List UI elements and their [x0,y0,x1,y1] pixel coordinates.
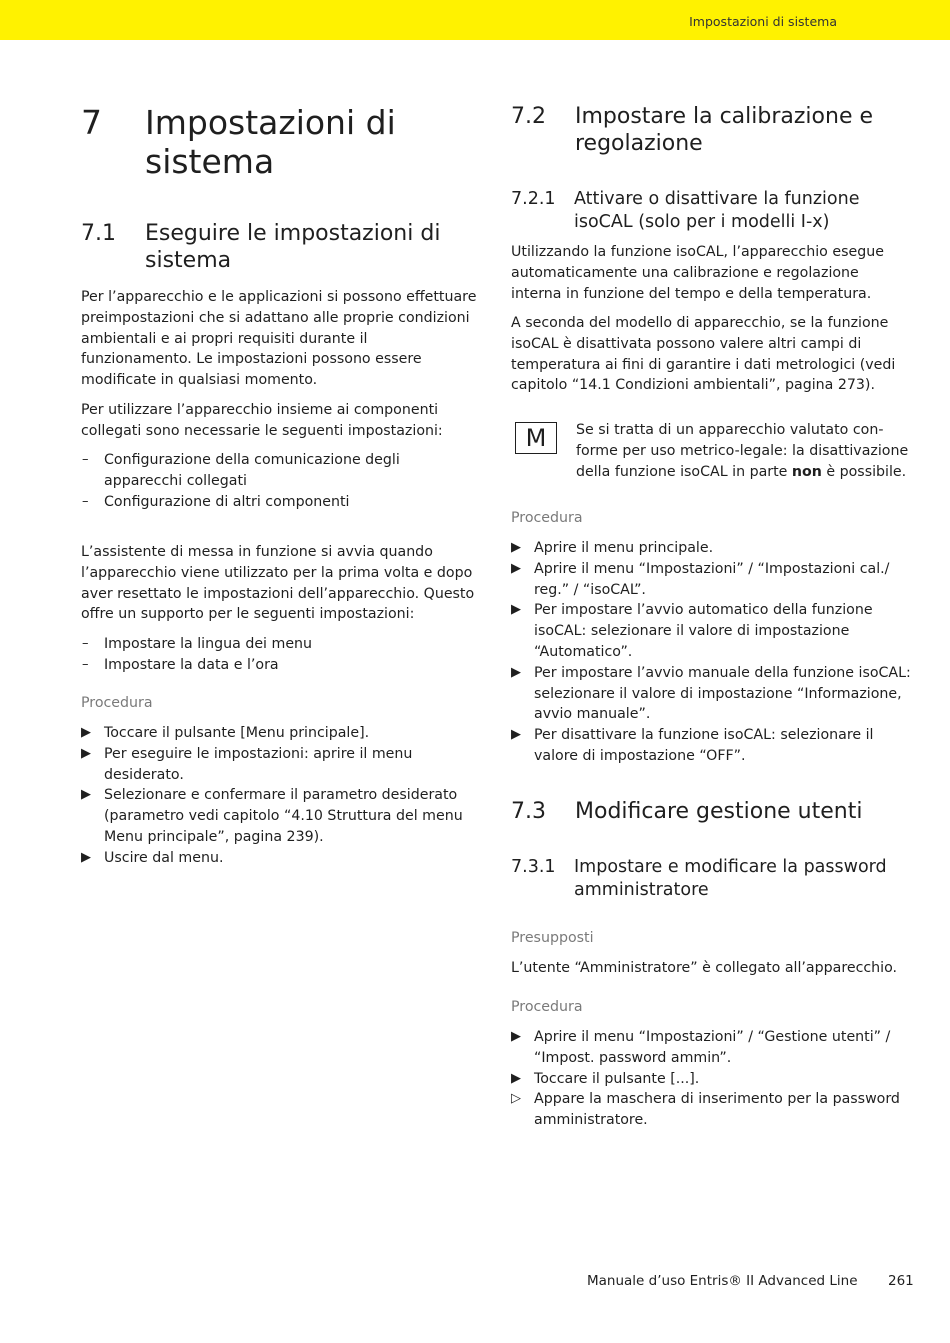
paragraph: Per l’apparecchio e le applicazioni si possono effettuare preimpostazioni che si adattano alle proprie condizioni ambientali e ai propri requisiti durante il funzionamento. Le impostazioni possono essere modificate in qualsiasi momento. [81,289,477,389]
procedure-label: Procedura [511,510,583,526]
procedure-steps [511,538,911,767]
arrow-right-icon: ▶ [511,727,521,743]
paragraph: Per utilizzare l’apparecchio insieme ai componenti collegati sono necessarie le seguenti impostazioni: [81,402,443,439]
arrow-right-icon: ▶ [511,1070,521,1086]
step-item: ▶ Per disattivare la funzione isoCAL: selezionare il valore di impostazione “OFF”. [511,727,874,764]
paragraph: Utilizzando la funzione isoCAL, l’apparecchio esegue automaticamente una calibrazione e regolazione interna in funzione del tempo e della temperatura. [511,244,884,302]
footer-title: Manuale d’uso Entris® II Advanced Line [587,1273,858,1289]
arrow-right-icon: ▶ [511,1029,521,1044]
arrow-right-icon: ▶ [81,849,91,865]
paragraph: L’utente “Amministratore” è collegato all’apparecchio. [511,960,898,976]
assistant-list [81,634,481,676]
list-item: – Impostare la lingua dei menu [82,636,313,652]
arrow-right-icon: ▶ [511,540,521,555]
step-item: ▶ Aprire il menu “Impostazioni” / “Gestione utenti” / “Impost. password ammin”. [511,1029,891,1066]
paragraph: L’assistente di messa in funzione si avvia quando l’apparecchio viene utilizzato per la prima volta e dopo aver resettato le impostazioni dell’apparecchio. Questo offre un supporto per le seguenti impostazioni: [81,544,475,623]
section-number: 7.1 [81,221,116,246]
prerequisites-label: Presupposti [511,930,594,946]
procedure-label: Procedura [81,695,153,711]
arrow-right-icon: ▶ [511,664,521,680]
subsection-number: 7.3.1 [511,857,556,877]
arrow-right-icon: ▶ [81,787,91,803]
subsection-title: Attivare o disattivare la funzione isoCAL (solo per i modelli I-x) [574,189,860,232]
step-item: ▶ Per impostare l’avvio manuale della funzione isoCAL: selezionare il valore di impostazione “Informazione, avvio manuale”. [511,664,911,723]
step-item: ▶ Aprire il menu principale. [511,538,911,559]
list-item: – Configurazione di altri componenti [82,493,350,510]
list-item: – Impostare la data e l’ora [82,656,279,673]
step-item: ▶ Per eseguire le impostazioni: aprire il menu desiderato. [81,745,413,783]
step-item: ▶ Toccare il pulsante [Menu principale]. [81,723,481,744]
subsection-number: 7.2.1 [511,189,556,209]
section-number: 7.3 [511,799,546,824]
metrology-note: Se si tratta di un apparecchio valutato conforme per uso metrico-legale: la disattivazione della funzione isoCAL in parte non è possibile. [576,422,909,480]
section-title: Impostare la calibrazione e regolazione [575,104,874,156]
procedure-steps [511,1027,911,1131]
step-item: ▶ Toccare il pulsante [...]. [511,1069,911,1090]
list-item: – Configurazione della comunicazione degli apparecchi collegati [82,452,400,489]
arrow-right-icon: ▶ [511,560,521,576]
section-number: 7.2 [511,104,546,129]
section-title: Modificare gestione utenti [575,799,863,824]
header-title: Impostazioni di sistema [689,14,837,29]
chapter-title: Impostazioni di sistema [145,103,396,181]
chapter-number: 7 [81,103,102,142]
result-item: ▷ Appare la maschera di inserimento per la password amministratore. [511,1091,900,1129]
page-number: 261 [888,1273,914,1289]
arrow-outline-icon: ▷ [511,1091,521,1107]
paragraph: A seconda del modello di apparecchio, se la funzione isoCAL è disattivata possono valere altri campi di temperatura ai fini di garantire i dati metrologici (vedi capitolo “14.1 Condizioni ambientali”, pagina 273). [511,315,896,394]
step-item: ▶ Aprire il menu “Impostazioni” / “Impostazioni cal./ reg.” / “isoCAL”. [511,560,890,598]
step-item: ▶ Per impostare l’avvio automatico della funzione isoCAL: selezionare il valore di impostazione “Automatico”. [511,602,873,660]
arrow-right-icon: ▶ [81,725,91,740]
section-title: Eseguire le impostazioni di sistema [145,221,441,273]
subsection-title: Impostare e modificare la password amministratore [574,857,887,900]
procedure-steps [81,723,481,869]
arrow-right-icon: ▶ [511,602,521,618]
procedure-label: Procedura [511,999,583,1015]
arrow-right-icon: ▶ [81,745,91,761]
settings-list [81,450,481,512]
header-bar [0,0,950,40]
metrology-icon: M [515,422,557,454]
step-item: ▶ Selezionare e confermare il parametro desiderato (parametro vedi capitolo “4.10 Struttura del menu Menu principale”, pagina 239). [81,787,463,845]
step-item: ▶ Uscire dal menu. [81,848,481,869]
